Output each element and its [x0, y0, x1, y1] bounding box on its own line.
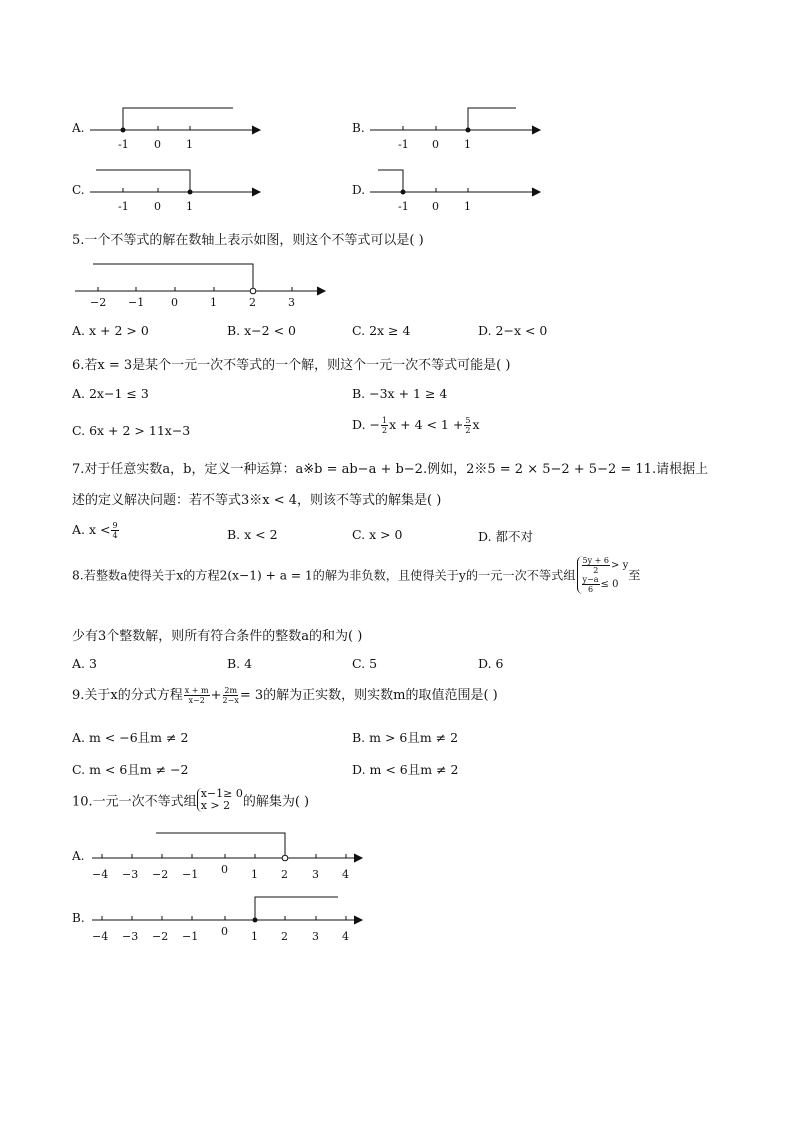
tick-label: 2 — [281, 868, 288, 881]
q10-stem-before: 10.一元一次不等式组 — [72, 794, 197, 810]
numerator: y−a — [582, 575, 599, 584]
denominator: 6 — [587, 585, 594, 594]
q8-option-d[interactable]: D. 6 — [478, 656, 504, 671]
q7-option-c[interactable]: C. x > 0 — [352, 527, 403, 542]
q8-option-b[interactable]: B. 4 — [227, 656, 253, 671]
tick-label: 2 — [249, 296, 256, 309]
numerator: 5 — [465, 416, 471, 425]
fraction — [381, 416, 388, 435]
q8-stem-line2: 少有3个整数解，则所有符合条件的整数a的和为( ) — [72, 629, 363, 644]
tick-label: −4 — [92, 930, 109, 943]
numerator: 5y + 6 — [582, 556, 610, 565]
tick-label: 3 — [288, 296, 295, 309]
q6-option-c[interactable]: C. 6x + 2 > 11x−3 — [72, 423, 191, 438]
q5-option-c[interactable]: C. 2x ≥ 4 — [352, 323, 411, 338]
q4-option-a-numberline — [90, 100, 270, 155]
tick-label: −2 — [90, 296, 107, 309]
q10-option-a-numberline — [92, 828, 372, 883]
tick-label: 4 — [342, 868, 349, 881]
tick-label: 0 — [221, 925, 228, 938]
fraction — [184, 686, 210, 705]
q6-option-b[interactable]: B. −3x + 1 ≥ 4 — [352, 386, 448, 401]
tick-label: -1 — [118, 200, 129, 213]
q10-inequality-system — [197, 788, 243, 812]
q7-option-a-prefix: A. x < — [72, 522, 111, 537]
fraction — [582, 575, 600, 594]
q6-option-d[interactable] — [352, 416, 480, 435]
numerator: 9 — [112, 521, 118, 530]
q9-stem-after: = 3的解为正实数，则实数m的取值范围是( ) — [239, 688, 498, 703]
q6-option-d-mid: x + 4 < 1 + — [389, 417, 464, 432]
q8-stem-line1 — [72, 556, 640, 594]
q10-option-a-label[interactable]: A. — [72, 849, 85, 863]
q9-option-c[interactable]: C. m < 6且m ≠ −2 — [72, 762, 189, 777]
tick-label: −4 — [92, 868, 109, 881]
tick-label: -1 — [118, 138, 129, 151]
q8-option-c[interactable]: C. 5 — [352, 656, 378, 671]
inequality-1: x−1≥ 0 — [200, 787, 243, 800]
q9-option-a[interactable]: A. m < −6且m ≠ 2 — [72, 730, 189, 745]
q6-option-d-prefix: D. − — [352, 417, 380, 432]
q5-numberline — [75, 258, 335, 308]
q4-option-d-numberline — [370, 162, 550, 217]
q4-option-c-numberline — [90, 162, 270, 217]
q5-option-d[interactable]: D. 2−x < 0 — [478, 323, 548, 338]
tick-label: −3 — [122, 930, 139, 943]
fraction — [111, 521, 118, 540]
numerator: 1 — [382, 416, 388, 425]
q7-option-a[interactable] — [72, 521, 120, 540]
q4-option-b-label[interactable]: B. — [352, 121, 365, 135]
q8-inequality-system — [577, 556, 629, 594]
q10-option-b-numberline — [92, 890, 372, 945]
q9-option-d[interactable]: D. m < 6且m ≠ 2 — [352, 762, 459, 777]
tick-label: 1 — [464, 138, 471, 151]
tick-label: −2 — [152, 868, 169, 881]
denominator: 2 — [465, 426, 471, 435]
denominator: 2 — [593, 566, 599, 575]
tick-label: 0 — [432, 200, 439, 213]
tick-label: −3 — [122, 868, 139, 881]
q8-option-a[interactable]: A. 3 — [72, 656, 97, 671]
q6-option-d-suffix: x — [472, 417, 480, 432]
q9-option-b[interactable]: B. m > 6且m ≠ 2 — [352, 730, 459, 745]
q9-stem — [72, 684, 498, 705]
tick-label: 4 — [342, 930, 349, 943]
tick-label: 1 — [210, 296, 217, 309]
tick-label: −1 — [182, 868, 199, 881]
q7-stem-line1: 7.对于任意实数a，b，定义一种运算：a※b = ab−a + b−2.例如，2※5 = 2 × 5−2 + 5−2 = 11.请根据上 — [72, 462, 709, 477]
tick-label: 0 — [432, 138, 439, 151]
tick-label: 1 — [186, 200, 193, 213]
q7-option-b[interactable]: B. x < 2 — [227, 527, 278, 542]
q10-stem — [72, 788, 309, 812]
tick-label: 3 — [312, 868, 319, 881]
q6-stem: 6.若x = 3是某个一元一次不等式的一个解，则这个一元一次不等式可能是( ) — [72, 358, 511, 373]
tick-label: 0 — [154, 138, 161, 151]
q5-stem: 5.一个不等式的解在数轴上表示如图，则这个不等式可以是( ) — [72, 233, 424, 248]
tick-label: -1 — [398, 138, 409, 151]
denominator: 4 — [112, 531, 118, 540]
q8-stem-after: 至 — [628, 568, 641, 583]
tick-label: −1 — [182, 930, 199, 943]
tick-label: -1 — [398, 200, 409, 213]
tick-label: 1 — [251, 930, 258, 943]
q4-option-b-numberline — [370, 100, 550, 155]
q4-option-a-label[interactable]: A. — [72, 121, 85, 135]
q8-stem-before: 8.若整数a使得关于x的方程2(x−1) + a = 1的解为非负数，且使得关于y的一元一次不等式组 — [72, 568, 576, 583]
q10-option-b-label[interactable]: B. — [72, 911, 85, 925]
inequality-rest: > y — [611, 560, 629, 571]
numerator: 2m — [224, 686, 238, 695]
numerator: x + m — [184, 686, 209, 695]
inequality-2: x > 2 — [200, 799, 231, 812]
tick-label: −2 — [152, 930, 169, 943]
q7-stem-line2: 述的定义解决问题：若不等式3※x < 4，则该不等式的解集是( ) — [72, 493, 442, 508]
tick-label: 3 — [312, 930, 319, 943]
tick-label: 0 — [154, 200, 161, 213]
fraction — [582, 556, 611, 575]
denominator: 2 — [382, 426, 388, 435]
tick-label: 1 — [464, 200, 471, 213]
tick-label: 0 — [171, 296, 178, 309]
q5-option-a[interactable]: A. x + 2 > 0 — [72, 323, 149, 338]
q6-option-a[interactable]: A. 2x−1 ≤ 3 — [72, 386, 149, 401]
tick-label: −1 — [128, 296, 145, 309]
q10-stem-after: 的解集为( ) — [242, 794, 310, 810]
inequality-rest: ≤ 0 — [600, 579, 619, 590]
q7-option-d[interactable]: D. 都不对 — [478, 529, 534, 544]
plus-sign: + — [210, 688, 222, 703]
denominator: x−2 — [188, 696, 205, 705]
q4-option-d-label[interactable]: D. — [352, 183, 366, 197]
tick-label: 1 — [186, 138, 193, 151]
fraction — [223, 686, 239, 705]
denominator: 2−x — [222, 696, 239, 705]
q5-option-b[interactable]: B. x−2 < 0 — [227, 323, 296, 338]
fraction — [464, 416, 471, 435]
q9-stem-before: 9.关于x的分式方程 — [72, 688, 183, 703]
tick-label: 0 — [221, 863, 228, 876]
tick-label: 1 — [251, 868, 258, 881]
q4-option-c-label[interactable]: C. — [72, 183, 85, 197]
tick-label: 2 — [281, 930, 288, 943]
